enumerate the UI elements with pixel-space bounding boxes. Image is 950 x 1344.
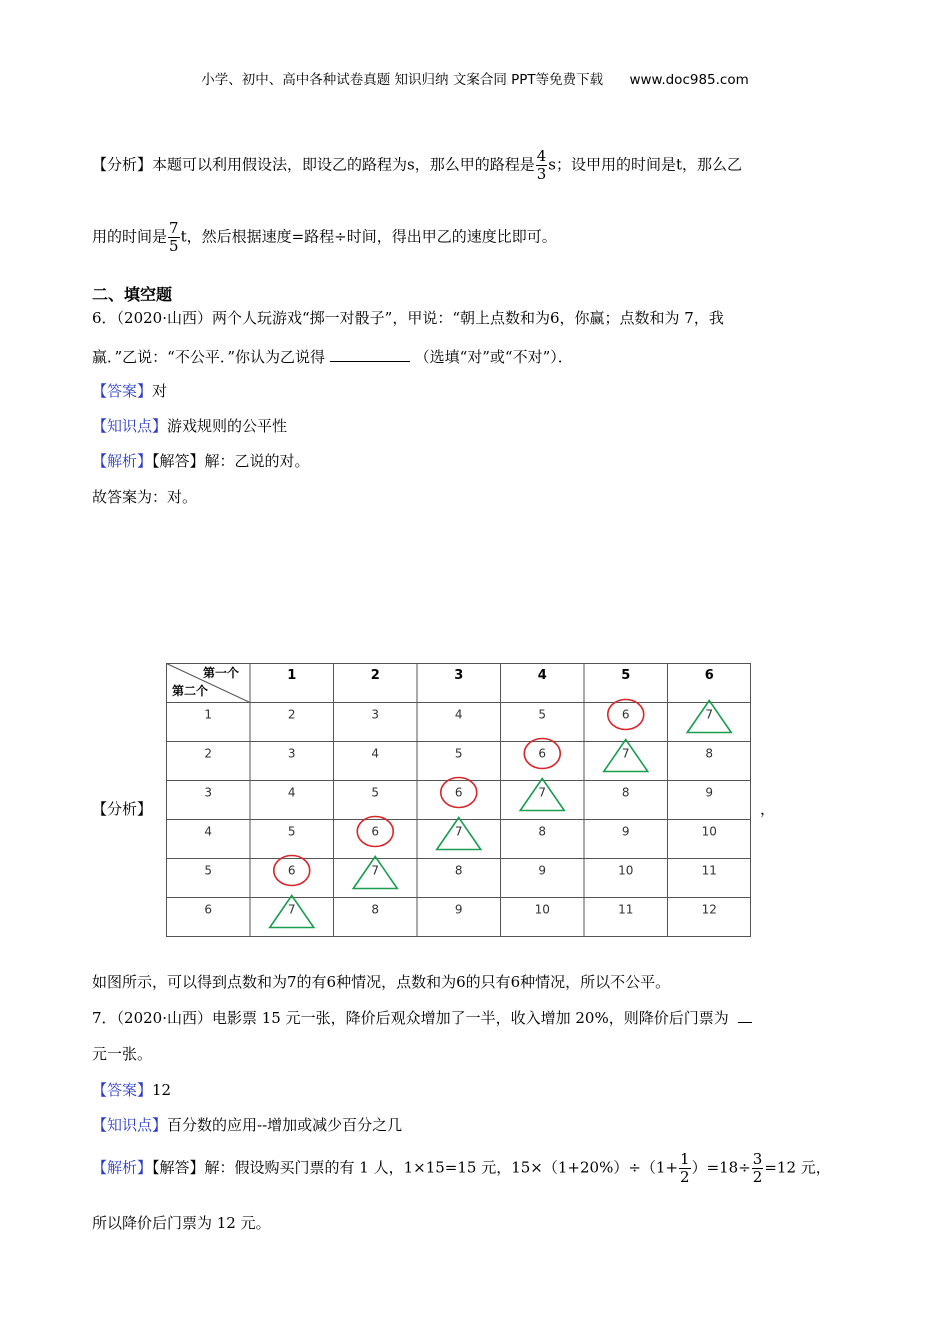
table-cell: 6 xyxy=(287,863,296,878)
q6-answer-blank xyxy=(330,349,410,362)
table-cell: 10 xyxy=(534,902,550,917)
q7-explanation: 【解析】【解答】解：假设购买门票的有 1 人，1×15=15 元，15×（1+20%）÷（1+ $\frac{1}{2}$ ）=18÷ $\frac{3}{2}$ =12 元， xyxy=(92,1150,831,1186)
q6-conclusion: 故答案为：对。 xyxy=(92,488,198,506)
q6-explanation: 【解析】【解答】解：乙说的对。 xyxy=(92,452,310,470)
table-cell: 8 xyxy=(538,824,547,839)
table-cell: 2 xyxy=(287,707,296,722)
q7-line1: 7．（2020·山西）电影票 15 元一张，降价后观众增加了一半，收入增加 20%，则降价后门票为 xyxy=(92,1007,752,1028)
table-cell: 6 xyxy=(538,746,547,761)
q7-conclusion: 所以降价后门票为 12 元。 xyxy=(92,1214,271,1232)
col-header: 1 xyxy=(287,668,297,683)
q7-answer-blank xyxy=(738,1010,752,1023)
table-cell: 3 xyxy=(371,707,380,722)
table-cell: 6 xyxy=(621,707,630,722)
table-cell: 6 xyxy=(454,785,463,800)
q6-knowledge-point: 【知识点】游戏规则的公平性 xyxy=(92,417,288,435)
row-header: 2 xyxy=(204,746,213,761)
table-cell: 3 xyxy=(287,746,296,761)
table-cell: 4 xyxy=(454,707,463,722)
table-cell: 8 xyxy=(371,902,380,917)
fraction-1-2: $\frac{1}{2}$ xyxy=(680,1150,690,1186)
table-cell: 11 xyxy=(618,902,634,917)
q6-line1: 6．（2020·山西）两个人玩游戏“掷一对骰子”，甲说：“朝上点数和为6，你赢；点数和为 7，我 xyxy=(92,309,724,327)
table-cell: 9 xyxy=(454,902,463,917)
table-cell: 5 xyxy=(371,785,380,800)
row-header: 4 xyxy=(204,824,213,839)
table-cell: 7 xyxy=(454,824,463,839)
q7-knowledge-point: 【知识点】百分数的应用--增加或减少百分之几 xyxy=(92,1116,403,1134)
row-header: 3 xyxy=(204,785,213,800)
table-cell: 7 xyxy=(621,746,630,761)
page-header xyxy=(0,68,950,88)
col-header: 3 xyxy=(454,668,464,683)
analysis5-tag: 【分析】 xyxy=(92,155,153,174)
corner-top-label: 第一个 xyxy=(203,666,240,680)
table-cell: 7 xyxy=(371,863,380,878)
q6-answer: 【答案】对 xyxy=(92,382,168,400)
fraction-7-5: $\frac{7}{5}$ xyxy=(169,219,179,255)
col-header: 4 xyxy=(537,668,547,683)
corner-bottom-label: 第二个 xyxy=(172,684,209,698)
table-cell: 5 xyxy=(287,824,296,839)
table-cell: 8 xyxy=(454,863,463,878)
dice-sum-table xyxy=(166,663,754,941)
table-cell: 8 xyxy=(705,746,714,761)
table-cell: 5 xyxy=(454,746,463,761)
q6-after-table: 如图所示，可以得到点数和为7的有6种情况，点数和为6的只有6种情况，所以不公平。 xyxy=(92,973,671,991)
table-cell: 9 xyxy=(705,785,714,800)
table-cell: 7 xyxy=(538,785,547,800)
table-cell: 9 xyxy=(538,863,547,878)
col-header: 5 xyxy=(621,668,631,683)
table-cell: 9 xyxy=(621,824,630,839)
analysis5-line2: 用的时间是 $\frac{7}{5}$ t，然后根据速度=路程÷时间，得出甲乙的速度比即可。 xyxy=(92,219,557,255)
table-cell: 4 xyxy=(287,785,296,800)
table-cell: 5 xyxy=(538,707,547,722)
table-cell: 8 xyxy=(621,785,630,800)
q7-answer: 【答案】12 xyxy=(92,1081,172,1099)
table-cell: 6 xyxy=(371,824,380,839)
table-cell: 7 xyxy=(705,707,714,722)
header-url[interactable]: www.doc985.com xyxy=(629,72,749,88)
row-header: 6 xyxy=(204,902,213,917)
col-header: 6 xyxy=(704,668,714,683)
section-title: 二、填空题 xyxy=(92,285,173,304)
q6-line2: 赢．”乙说：“不公平．”你认为乙说得 （选填“对”或“不对”）． xyxy=(92,348,573,366)
col-header: 2 xyxy=(370,668,380,683)
header-text: 小学、初中、高中各种试卷真题 知识归纳 文案合同 PPT等免费下载 xyxy=(201,72,604,88)
table-border xyxy=(167,664,751,937)
fraction-3-2: $\frac{3}{2}$ xyxy=(752,1150,763,1186)
table-cell: 12 xyxy=(701,902,717,917)
table-cell: 10 xyxy=(701,824,717,839)
table-cell: 7 xyxy=(287,902,296,917)
q6-analysis-tag: 【分析】 xyxy=(92,800,153,818)
table-cell: 11 xyxy=(701,863,717,878)
table-cell: 4 xyxy=(371,746,380,761)
table-cell: 10 xyxy=(618,863,634,878)
fraction-4-3: $\frac{4}{3}$ xyxy=(536,147,547,183)
q6-trailing-comma: ， xyxy=(760,800,776,818)
analysis5-line1: 【分析】本题可以利用假设法，即设乙的路程为s，那么甲的路程是 $\frac{4}{3}$ s；设甲用的时间是t，那么乙 xyxy=(92,147,742,183)
q7-line2: 元一张。 xyxy=(92,1045,153,1063)
row-header: 1 xyxy=(204,707,213,722)
row-header: 5 xyxy=(204,863,213,878)
